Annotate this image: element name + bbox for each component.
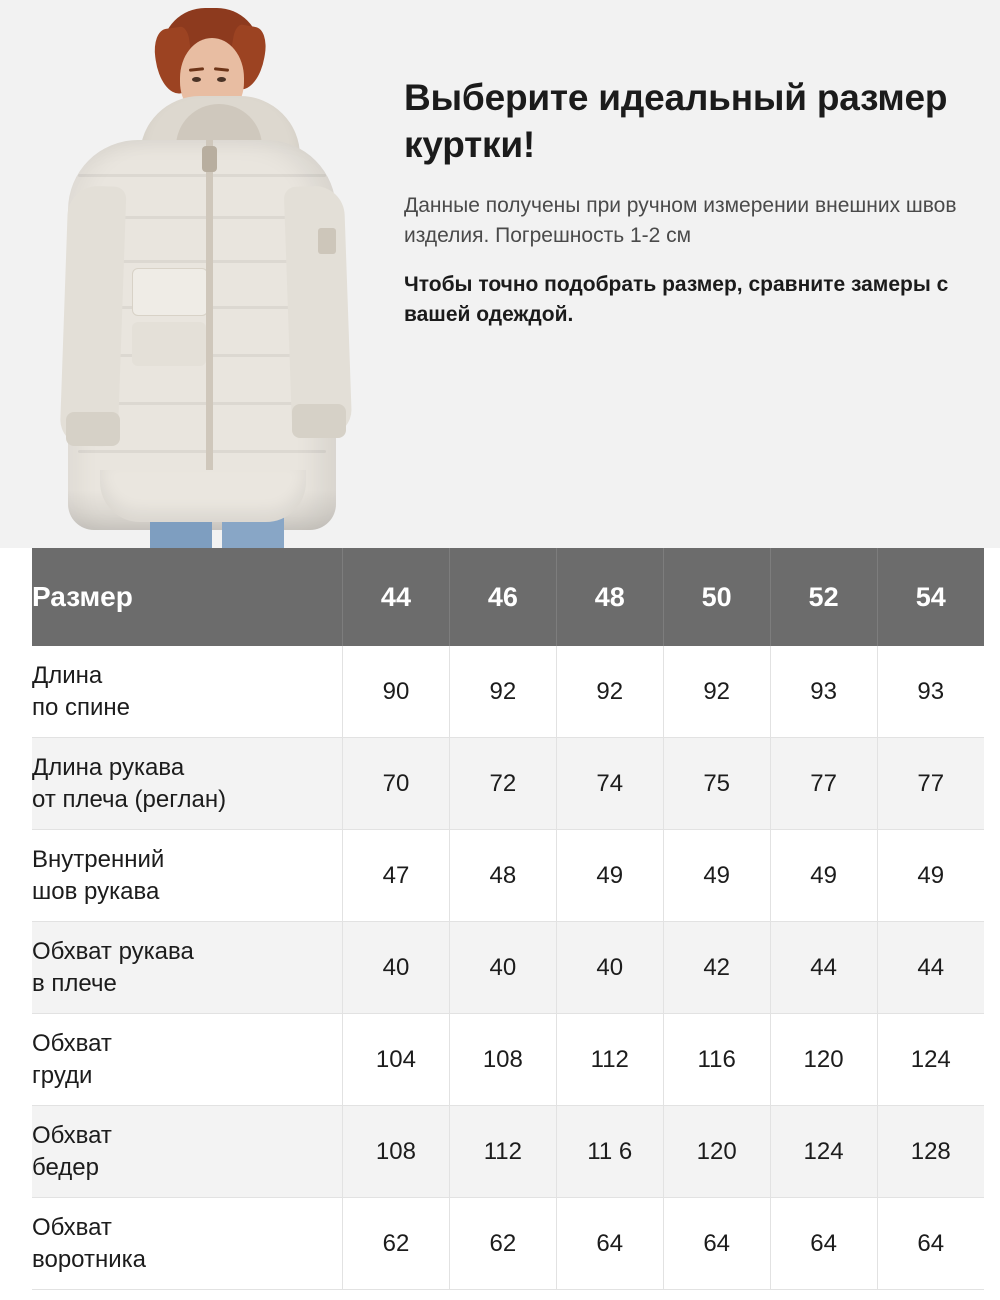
row-label: Обхват груди [32,1014,343,1106]
page-title: Выберите идеальный размер куртки! [404,77,948,166]
table-row [32,646,984,738]
row-label: Внутренний шов рукава [32,830,343,922]
row-label: Обхват бедер [32,1106,343,1198]
table-row [32,1198,984,1290]
cell-value: 92 [449,646,556,738]
table-header [32,548,984,646]
table-row [32,922,984,1014]
table-header-row [32,548,984,646]
cell-value: 64 [556,1198,663,1290]
header-size-label: Размер [32,548,343,646]
size-table [32,548,984,1290]
cell-value: 120 [770,1014,877,1106]
model-illustration [0,0,390,548]
cell-value: 92 [663,646,770,738]
cell-value: 124 [770,1106,877,1198]
cell-value: 90 [343,646,450,738]
cell-value: 62 [449,1198,556,1290]
cell-value: 93 [877,646,984,738]
header-size-46: 46 [449,548,556,646]
row-label: Обхват рукава в плече [32,922,343,1014]
jacket-zipper [206,140,213,470]
cell-value: 40 [343,922,450,1014]
cell-value: 62 [343,1198,450,1290]
table-row [32,1106,984,1198]
cell-value: 40 [556,922,663,1014]
header-size-50: 50 [663,548,770,646]
product-photo [0,0,390,548]
zipper-pull [202,146,217,172]
cell-value: 49 [663,830,770,922]
table-row [32,1014,984,1106]
compare-note: Чтобы точно подобрать размер, сравните замеры с вашей одеждой. [404,273,949,327]
cell-value: 128 [877,1106,984,1198]
header-size-52: 52 [770,548,877,646]
cell-value: 64 [770,1198,877,1290]
row-label: Длина по спине [32,646,343,738]
cell-value: 11 6 [556,1106,663,1198]
cell-value: 116 [663,1014,770,1106]
jacket-pocket-upper [132,268,208,316]
row-label: Длина рукава от плеча (реглан) [32,738,343,830]
sleeve-pocket [318,228,336,254]
header-size-54: 54 [877,548,984,646]
measurement-note: Данные получены при ручном измерении внешних швов изделия. Погрешность 1-2 см [404,193,957,247]
cell-value: 49 [556,830,663,922]
jacket-hem [100,470,306,522]
cell-value: 77 [877,738,984,830]
eye-left [192,77,201,82]
cell-value: 108 [343,1106,450,1198]
jacket-pocket-lower [132,322,206,366]
cell-value: 48 [449,830,556,922]
table-row [32,738,984,830]
cell-value: 74 [556,738,663,830]
cell-value: 75 [663,738,770,830]
jacket-sleeve-right [284,185,353,437]
cuff-left [66,412,120,446]
cell-value: 44 [770,922,877,1014]
cell-value: 49 [877,830,984,922]
cell-value: 120 [663,1106,770,1198]
quilt-line [78,450,326,453]
header-size-48: 48 [556,548,663,646]
cuff-right [292,404,346,438]
row-label: Обхват воротника [32,1198,343,1290]
cell-value: 42 [663,922,770,1014]
cell-value: 112 [556,1014,663,1106]
cell-value: 44 [877,922,984,1014]
jacket-sleeve-left [59,185,126,447]
hero-text-block [404,74,964,330]
header-size-44: 44 [343,548,450,646]
cell-value: 124 [877,1014,984,1106]
cell-value: 64 [663,1198,770,1290]
table-row [32,830,984,922]
table-body [32,646,984,1290]
quilt-line [78,174,326,177]
cell-value: 93 [770,646,877,738]
eye-right [217,77,226,82]
cell-value: 104 [343,1014,450,1106]
cell-value: 70 [343,738,450,830]
cell-value: 72 [449,738,556,830]
hero-section [0,0,1000,548]
cell-value: 49 [770,830,877,922]
cell-value: 77 [770,738,877,830]
cell-value: 112 [449,1106,556,1198]
cell-value: 47 [343,830,450,922]
cell-value: 108 [449,1014,556,1106]
cell-value: 40 [449,922,556,1014]
cell-value: 64 [877,1198,984,1290]
cell-value: 92 [556,646,663,738]
